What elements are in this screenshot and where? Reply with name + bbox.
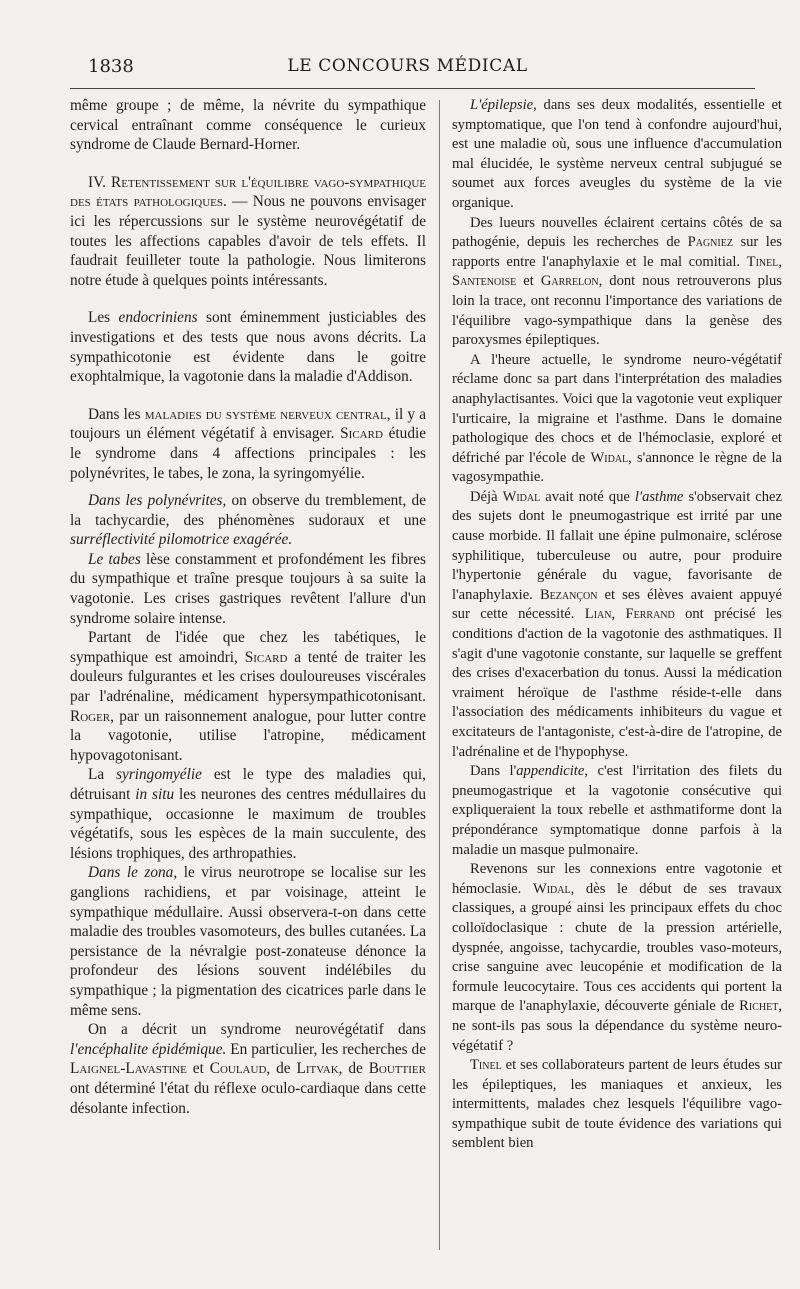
text-run: est le type des maladies qui, détruisant: [70, 766, 426, 803]
author-name: Tinel, Santenoise: [452, 253, 782, 290]
text-run: sont éminemment justiciables des investigations et des tests que nous avons décrits. La sympathicotonie est évidente dans le goitre exophtalmique, la vagotonie dans la maladie d'Addison.: [70, 309, 426, 386]
text-run: avait noté que: [540, 488, 635, 505]
text-run: et ses collaborateurs partent de leurs études sur les épileptiques, les maniaques et anxieux, les intermittents, malades chez lesquels l'équilibre vago-sympathique subit de toute évidence des variations qui semblent bien: [452, 1057, 782, 1152]
paragraph: [70, 765, 426, 863]
author-name: Richet: [739, 998, 779, 1015]
paragraph: [70, 1020, 426, 1118]
page-header: [60, 56, 755, 86]
text-run: Dans l': [470, 763, 517, 780]
text-run: ont déterminé l'état du réflexe oculo-cardiaque dans cette désolante infection.: [70, 1079, 426, 1117]
author-name: Widal: [590, 449, 629, 466]
paragraph: [452, 96, 782, 214]
text-run: étudie le syndrome dans 4 affections principales : les polynévrites, le tabes, le zona, la syringomyélie.: [70, 425, 426, 482]
text-run: On a décrit un syndrome neurovégétatif dans: [88, 1021, 426, 1039]
author-name: Garrelon: [540, 273, 599, 290]
author-name: Litvak: [296, 1060, 339, 1078]
right-column: [452, 96, 782, 1276]
text-run: Dans le zona,: [88, 864, 178, 882]
section-heading: [70, 173, 426, 291]
text-run: l'asthme: [634, 488, 684, 505]
text-run: Revenons sur les connexions entre vagotonie et hémoclasie.: [452, 861, 782, 897]
paragraph: [452, 351, 782, 488]
text-run: et ses élèves avaient appuyé sur cette nécessité.: [452, 586, 782, 623]
text-run: maladies du système nerveux central: [144, 405, 387, 423]
paragraph: [70, 550, 426, 628]
author-name: Sicard: [244, 648, 288, 666]
text-run: En particulier, les recherches de: [226, 1040, 426, 1058]
paragraph: [452, 860, 782, 1056]
left-column: [70, 96, 426, 1276]
text-run: dans ses deux modalités, essentielle et symptomatique, que l'on tend à confondre aujourd'hui, est une maladie où, sous une influence d'accumulation mal élucidée, le système nerveux central subjugué se soumet aux forces aveugles du système de la vie organique.: [452, 97, 782, 211]
section-heading-title: IV. Retentissement sur l'équilibre vago-sympathique des états pathologiques.: [70, 173, 426, 211]
text-run: , ne sont-ils pas sous la dépendance du système neuro-végétatif ?: [452, 998, 782, 1054]
text-run: le virus neurotrope se localise sur les ganglions rachidiens, et par voisinage, atteint le sympathique médullaire. Aussi observera-t-on dans cette maladie des troubles vasomoteurs, des bulles cutanées. La persistance de la névralgie post-zonateuse dénonce la profondeur des lésions souvent indélébiles du sympathique ; la pigmentation des cicatrices parle dans le même sens.: [70, 864, 426, 1019]
text-run: lèse constamment et profondément les fibres du sympathique et traîne presque toujours à sa suite la vagotonie. Les crises gastriques revêtent l'allure d'un syndrome solaire intense.: [70, 550, 426, 627]
paragraph: [452, 214, 782, 351]
text-run: syringomyélie: [116, 766, 202, 784]
text-run: , s'annonce le règne de la vagosympathie.: [452, 449, 782, 486]
journal-title: LE CONCOURS MÉDICAL: [287, 56, 528, 76]
text-run: Des lueurs nouvelles éclairent certains côtés de sa pathogénie, depuis les recherches de: [452, 214, 782, 251]
text-run: a tenté de traiter les douleurs fulgurantes et les crises douloureuses viscérales par l'adrénaline, médicament hypersympathicotonisant.: [70, 648, 426, 706]
paragraph: même groupe ; de même, la névrite du sympathique cervical entraînant comme conséquence le curieux syndrome de Claude Bernard-Horner.: [70, 97, 426, 154]
author-name: Bouttier: [368, 1060, 426, 1078]
paragraph: [452, 762, 782, 860]
author-name: Widal: [502, 488, 541, 505]
column-divider: [439, 100, 440, 1250]
text-run: Le tabes: [88, 550, 141, 568]
text-run: appendicite: [516, 763, 585, 780]
text-run: ont précisé les conditions d'action de la vagotonie des asthmatiques. Il s'agit d'une vagotonie constante, sur laquelle se greffent des crises d'exacerbation du tonus. Aussi la médication vraiment héroïque de l'asthme réside-t-elle dans l'association des médicaments inhibiteurs du vague et excitateurs de l'antagoniste, c'est-à-dire de l'atropine, de l'adrénaline et de l'hypophyse.: [452, 606, 782, 760]
author-name: Roger: [70, 707, 111, 725]
text-run: surréflectivité pilomotrice exagérée.: [70, 531, 293, 549]
paragraph: [70, 405, 426, 483]
text-run: les neurones des centres médullaires du sympathique, occasionne le maximum de troubles végétatifs, sous les espèces de la main succulente, des lésions trophiques, des arthropathies.: [70, 786, 426, 862]
paragraph: [70, 308, 426, 386]
text-run: endocriniens: [118, 309, 198, 327]
author-name: Bezançon: [539, 586, 598, 603]
text-run: , de: [338, 1060, 369, 1078]
text-run: on observe du tremblement, de la tachycardie, des phénomènes sudoraux et une: [70, 492, 426, 529]
text-run: , de: [266, 1060, 297, 1078]
author-name: Lian: [584, 606, 612, 623]
text-run: , dès le début de ses travaux classiques, a groupé ainsi les principaux effets du choc colloïdoclasique : chute de la pression artérielle, dyspnée, angoisse, tachycardie, troubles vaso-moteurs, crise sanguine avec leucopénie et modification de la formule leucocytaire. Tous ces accidents qui portent la marque de l'anaphylaxie, découverte géniale de: [452, 880, 782, 1015]
text-run: ,: [611, 606, 626, 623]
page-number: 1838: [88, 56, 134, 77]
author-name: Sicard: [340, 425, 383, 443]
text-run: et: [516, 273, 541, 290]
author-name: Laignel-Lavastine: [70, 1060, 187, 1078]
paragraph: [70, 628, 426, 765]
text-run: Dans les: [88, 405, 145, 423]
author-name: Ferrand: [625, 606, 675, 623]
section-heading-text: — Nous ne pouvons envisager ici les répercussions sur le système neurovégétatif de toutes les affections capables d'avoir de tels effets. Il faudrait feuilleter toute la pathologie. Nous limiterons notre étude à quelques points intéressants.: [70, 193, 426, 289]
text-run: in situ: [135, 786, 175, 803]
text-run: , par un raisonnement analogue, pour lutter contre la vagotonie, utilise l'atropine, médicament hypovagotonisant.: [70, 707, 426, 764]
paragraph: [70, 491, 426, 550]
text-run: et: [186, 1060, 210, 1078]
author-name: Coulaud: [209, 1060, 267, 1078]
text-run: s'observait chez des sujets dont le pneumogastrique est irrité par une cause morbide. Il fallait une épine pulmonaire, sclérose syphilitique, tuberculeuse ou autre, pour produire l'hypertonie générale du vague, favorisante de l'anaphylaxie.: [452, 488, 782, 603]
text-run: L'épilepsie,: [470, 97, 537, 113]
paragraph: [452, 1056, 782, 1154]
text-run: l'encéphalite épidémique.: [70, 1040, 227, 1058]
text-run: Partant de l'idée que chez les tabétiques, le sympathique est amoindri,: [70, 629, 426, 666]
text-run: Les: [88, 309, 119, 327]
paragraph: [452, 488, 782, 762]
author-name: Tinel: [470, 1057, 502, 1074]
paragraph: [70, 863, 426, 1020]
text-run: Déjà: [470, 488, 503, 505]
text-run: A l'heure actuelle, le syndrome neuro-végétatif réclame donc sa part dans l'interprétation des maladies anaphylactisantes. Voici que la vagotonie veut expliquer l'urticaire, la migraine et l'asthme. Dans le domaine pathologique des chocs et de l'hémoclasie, exploré et défriché par l'école de: [452, 351, 782, 466]
text-run: Dans les polynévrites,: [88, 492, 227, 510]
author-name: Pagniez: [687, 234, 733, 251]
header-rule: [70, 88, 755, 89]
text-run: , c'est l'irritation des filets du pneumogastrique et la vagotonie consécutive qui expliqueraient la toux rebelle et asthmatiforme dont la prépondérance symptomatique donne parfois à la maladie un masque pulmonaire.: [452, 763, 782, 858]
author-name: Widal: [532, 880, 571, 897]
text-run: La: [88, 766, 117, 784]
text-run: sur les rapports entre l'anaphylaxie et le mal comitial.: [452, 234, 782, 270]
text-run: , il y a toujours un élément végétatif à envisager.: [70, 405, 426, 443]
text-run: , dont nous retrouverons plus loin la trace, ont reconnu l'importance des variations de l'équilibre vago-sympathique dans la genèse des paroxysmes épileptiques.: [452, 273, 782, 349]
